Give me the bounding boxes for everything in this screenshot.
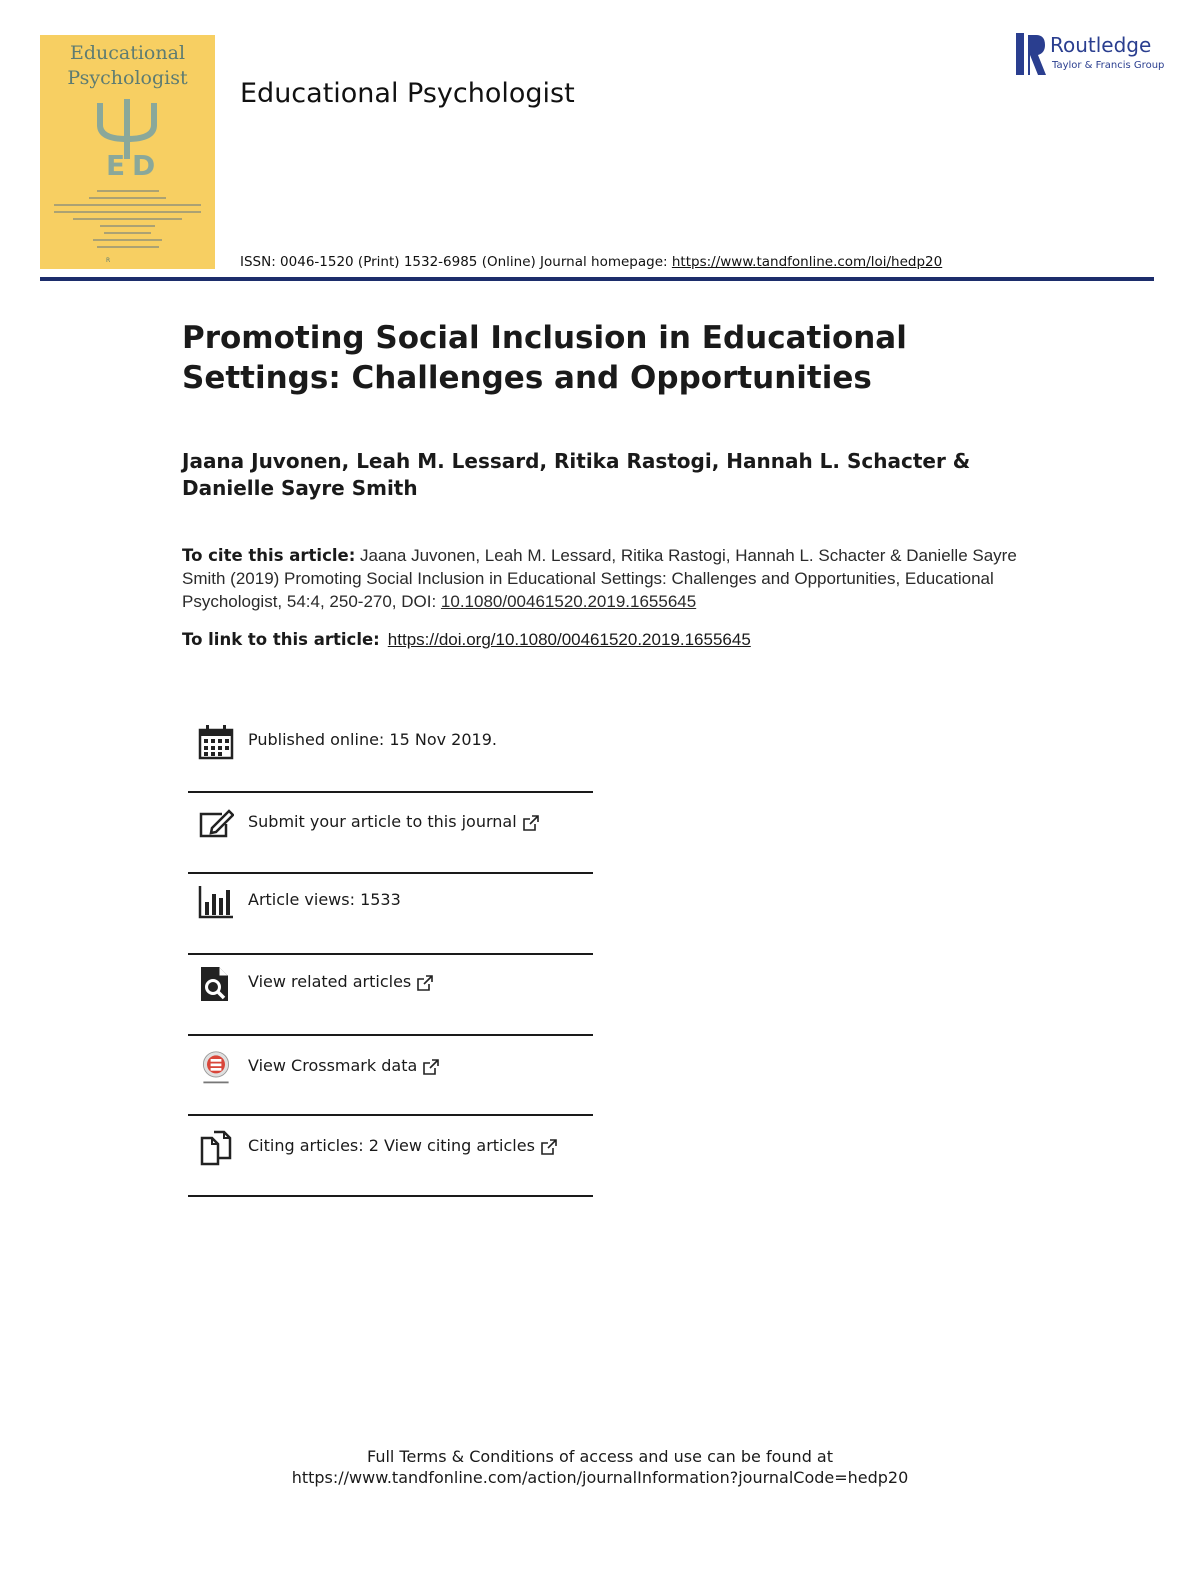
publisher-subtitle: Taylor & Francis Group xyxy=(1052,60,1165,71)
footer-terms-link[interactable]: https://www.tandfonline.com/action/journalInformation?journalCode=hedp20 xyxy=(291,1468,909,1487)
journal-homepage-link[interactable]: https://www.tandfonline.com/loi/hedp20 xyxy=(671,254,943,270)
edit-icon xyxy=(198,806,234,842)
external-link-icon xyxy=(417,975,433,991)
divider xyxy=(188,791,593,793)
issn-line xyxy=(240,254,942,270)
external-link-icon xyxy=(423,1059,439,1075)
journal-name: Educational Psychologist xyxy=(240,78,575,109)
article-views: Article views: 1533 xyxy=(248,890,401,909)
calendar-icon xyxy=(198,724,234,760)
divider xyxy=(188,872,593,874)
related-articles-link[interactable]: View related articles xyxy=(248,972,433,991)
header-rule xyxy=(40,277,1154,281)
publisher-logo xyxy=(1016,33,1165,75)
journal-cover xyxy=(40,35,215,269)
divider xyxy=(188,1195,593,1197)
link-label: To link to this article: xyxy=(182,630,380,649)
cover-title: Educational Psychologist xyxy=(67,42,188,89)
submit-article-link[interactable]: Submit your article to this journal xyxy=(248,812,539,831)
copy-documents-icon xyxy=(198,1130,234,1166)
article-authors: Jaana Juvonen, Leah M. Lessard, Ritika Rastogi, Hannah L. Schacter & Danielle Sayre Smith xyxy=(182,449,971,500)
search-document-icon xyxy=(198,966,234,1002)
routledge-logo-icon xyxy=(1016,33,1046,77)
cover-logo-icon xyxy=(92,97,162,177)
divider xyxy=(188,953,593,955)
crossmark-icon xyxy=(198,1050,234,1086)
citing-articles-link[interactable]: Citing articles: 2 View citing articles xyxy=(248,1136,557,1155)
article-link xyxy=(182,628,1022,652)
publisher-name: Routledge xyxy=(1050,33,1152,57)
cite-doi-link[interactable]: 10.1080/00461520.2019.1655645 xyxy=(440,592,697,611)
cover-publisher-mark: R xyxy=(106,257,111,264)
divider xyxy=(188,1034,593,1036)
crossmark-link[interactable]: View Crossmark data xyxy=(248,1056,439,1075)
article-title: Promoting Social Inclusion in Educational Settings: Challenges and Opportunities xyxy=(182,320,907,396)
svg-text:E: E xyxy=(106,149,126,177)
external-link-icon xyxy=(523,815,539,831)
issn-text: ISSN: 0046-1520 (Print) 1532-6985 (Online) Journal homepage: xyxy=(240,254,672,270)
svg-text:D: D xyxy=(132,149,156,177)
external-link-icon xyxy=(541,1139,557,1155)
bar-chart-icon xyxy=(198,884,234,920)
footer xyxy=(0,1446,1200,1488)
article-doi-link[interactable]: https://doi.org/10.1080/00461520.2019.1655645 xyxy=(387,630,751,649)
cite-label: To cite this article: xyxy=(182,546,356,565)
divider xyxy=(188,1114,593,1116)
citation xyxy=(182,544,1022,613)
cite-text: Jaana Juvonen, Leah M. Lessard, Ritika Rastogi, Hannah L. Schacter & Danielle Sayre Smith (2019) Promoting Social Inclusion in Educational Settings: Challenges and Opportunities, Educational Psychologist, 54:4, 250-270, DOI: xyxy=(182,546,1017,611)
cover-text-lines xyxy=(50,185,205,248)
footer-terms: Full Terms & Conditions of access and use can be found at xyxy=(366,1447,834,1466)
published-date: Published online: 15 Nov 2019. xyxy=(248,730,497,749)
